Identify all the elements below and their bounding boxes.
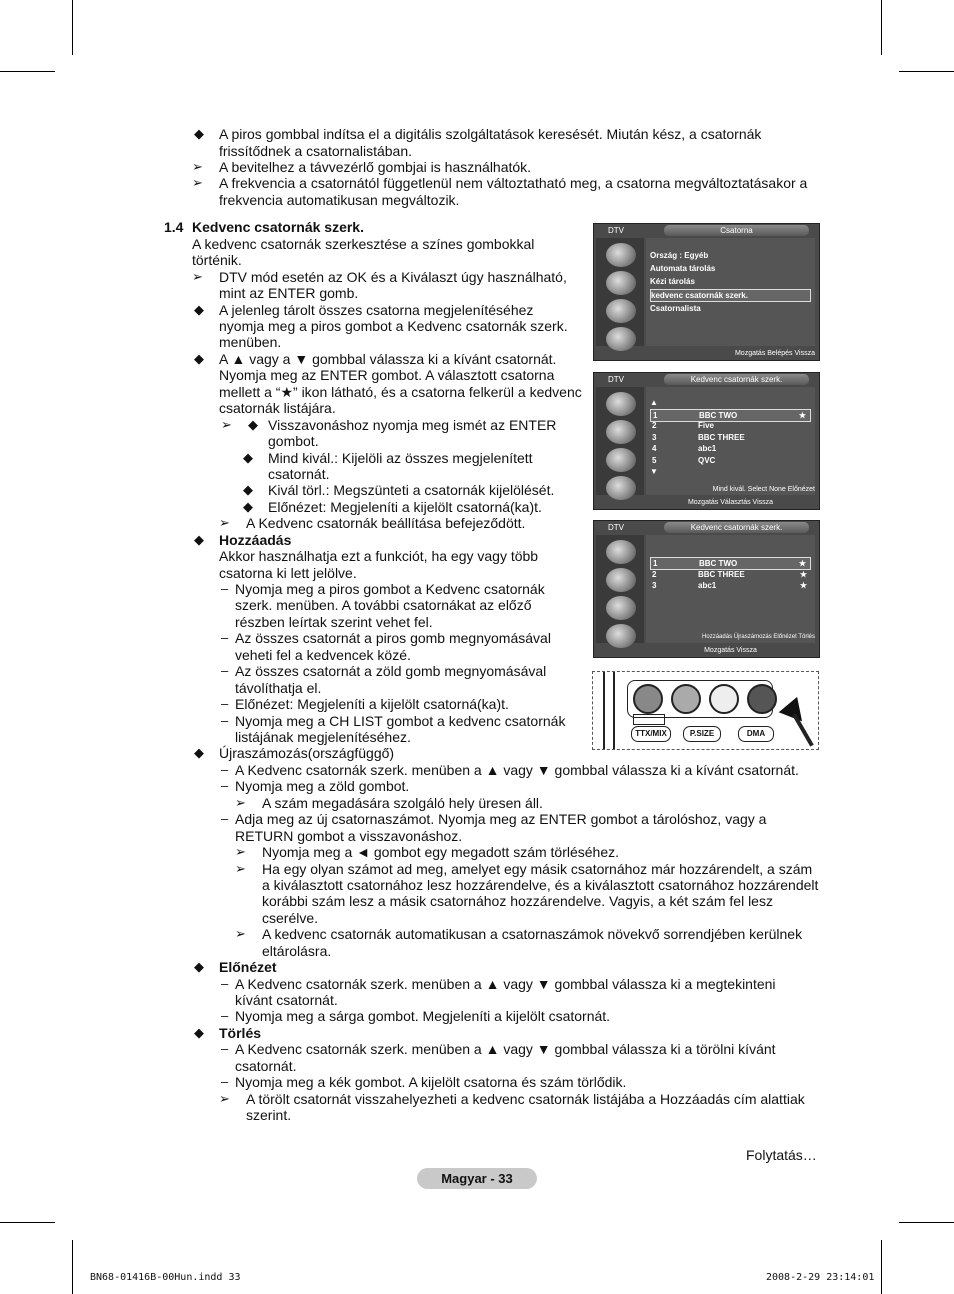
menu-buttons: Mind kivál. Select None Előnézet bbox=[712, 486, 815, 493]
body-line: listájának megjelenítéséhez. bbox=[235, 729, 411, 745]
body-line: korábbi szám lesz a másik csatornához hozzárendelve. Vagyis, a két szám fel lesz bbox=[262, 893, 773, 909]
body-line: Az összes csatornát a zöld gomb megnyomásával bbox=[235, 663, 547, 679]
body-line: Mind kivál.: Kijelöli az összes megjelenített bbox=[268, 450, 533, 466]
star-icon: ★ bbox=[798, 410, 806, 420]
print-info-right: 2008-2-29 23:14:01 bbox=[766, 1272, 875, 1283]
tv-menu-favourites-list bbox=[593, 520, 820, 658]
arrow-icon: ➢ bbox=[235, 926, 246, 941]
tv-menu-favourites bbox=[593, 372, 820, 510]
input-icon bbox=[606, 624, 636, 648]
channel-row[interactable] bbox=[650, 420, 811, 431]
body-line: Hozzáadás bbox=[219, 532, 292, 548]
dash-icon: – bbox=[221, 713, 229, 728]
dash-icon: – bbox=[221, 778, 229, 793]
menu-footer: Mozgatás Választás Vissza bbox=[687, 499, 774, 506]
star-icon: ★ bbox=[799, 581, 807, 590]
menu-footer: Mozgatás Vissza bbox=[704, 647, 757, 654]
arrow-icon: ➢ bbox=[235, 861, 246, 876]
channel-number: 3 bbox=[652, 581, 657, 590]
setup-icon bbox=[606, 448, 636, 472]
dtv-label: DTV bbox=[608, 523, 624, 532]
body-line: csatornát. bbox=[268, 466, 330, 482]
continued-label: Folytatás… bbox=[746, 1147, 817, 1163]
body-line: nyomja meg a piros gombot a Kedvenc csatornák szerk. bbox=[219, 318, 568, 334]
body-line: Újraszámozás(országfüggő) bbox=[219, 745, 395, 761]
body-line: csatornát. bbox=[235, 1058, 297, 1074]
channel-row[interactable] bbox=[650, 580, 811, 591]
page-number: Magyar - 33 bbox=[417, 1168, 537, 1189]
dash-icon: – bbox=[221, 630, 229, 645]
diamond-icon: ◆ bbox=[243, 482, 253, 497]
body-line: kívánt csatornát. bbox=[235, 992, 338, 1008]
crop-mark bbox=[0, 1222, 55, 1223]
body-line: A jelenleg tárolt összes csatorna megjelenítéséhez bbox=[219, 302, 534, 318]
dash-icon: – bbox=[221, 581, 229, 596]
section-title: Kedvenc csatornák szerk. bbox=[192, 219, 364, 235]
dash-icon: – bbox=[221, 663, 229, 678]
sound-icon bbox=[606, 271, 636, 295]
arrow-icon: ➢ bbox=[221, 417, 232, 432]
body-line: A Kedvenc csatornák szerk. menüben a ▲ vagy ▼ gombbal válassza ki a megtekinteni bbox=[235, 976, 776, 992]
body-line: A szám megadására szolgáló hely üresen áll. bbox=[262, 795, 543, 811]
body-line: Ha egy olyan számot ad meg, amelyet egy másik csatornához már hozzárendelt, a szám bbox=[262, 861, 813, 877]
channel-number: 1 bbox=[653, 559, 658, 568]
arrow-icon: ➢ bbox=[192, 269, 203, 284]
ttx-mix-button[interactable]: TTX/MIX bbox=[631, 726, 671, 742]
crop-mark bbox=[0, 71, 55, 72]
diamond-icon: ◆ bbox=[194, 351, 204, 366]
teletext-icon bbox=[633, 714, 665, 725]
channel-number: 3 bbox=[652, 432, 657, 442]
channel-number: 1 bbox=[653, 410, 658, 420]
diamond-icon: ◆ bbox=[194, 532, 204, 547]
body-line: részben leírtak szerint vehet fel. bbox=[235, 614, 433, 630]
body-line: Adja meg az új csatornaszámot. Nyomja meg az ENTER gombot a tárolóshoz, vagy a bbox=[235, 811, 767, 827]
channel-name: BBC TWO bbox=[699, 559, 738, 568]
channel-row[interactable] bbox=[650, 443, 811, 454]
print-info-left: BN68-01416B-00Hun.indd 33 bbox=[90, 1272, 241, 1283]
diamond-icon: ◆ bbox=[194, 302, 204, 317]
blue-button[interactable] bbox=[747, 684, 777, 714]
channel-number: 2 bbox=[652, 569, 657, 579]
body-line: Előnézet: Megjeleníti a kijelölt csatorná(ka)t. bbox=[268, 499, 542, 515]
body-line: A Kedvenc csatornák szerk. menüben a ▲ vagy ▼ gombbal válassza ki a törölni kívánt bbox=[235, 1041, 776, 1057]
channel-name: BBC THREE bbox=[698, 432, 745, 442]
body-line: eltárolásra. bbox=[262, 943, 332, 959]
arrow-icon: ➢ bbox=[219, 1091, 230, 1106]
body-line: gombot. bbox=[268, 433, 319, 449]
intro-line: frekvencia automatikusan megváltozik. bbox=[219, 192, 460, 208]
section-desc: történik. bbox=[192, 252, 242, 268]
dash-icon: – bbox=[221, 1074, 229, 1089]
menu-footer: Mozgatás Belépés Vissza bbox=[734, 350, 815, 357]
body-line: távolíthatja el. bbox=[235, 680, 322, 696]
channel-name: Five bbox=[698, 421, 715, 430]
channel-name: abc1 bbox=[698, 581, 717, 590]
arrow-icon: ➢ bbox=[192, 175, 203, 190]
crop-mark bbox=[72, 0, 73, 55]
body-line: mellett a “★” ikon látható, és a csatorna felkerül a kedvenc bbox=[219, 384, 582, 400]
section-desc: A kedvenc csatornák szerkesztése a színes gombokkal bbox=[192, 236, 535, 252]
diamond-icon: ◆ bbox=[194, 126, 204, 141]
diamond-icon: ◆ bbox=[194, 959, 204, 974]
crop-mark bbox=[899, 1222, 954, 1223]
crop-mark bbox=[899, 71, 954, 72]
channel-number: 5 bbox=[652, 455, 657, 465]
body-line: csatornák listájára. bbox=[219, 400, 336, 416]
body-line: A kedvenc csatornák automatikusan a csatornaszámok növekvő sorrendjében kerülnek bbox=[262, 926, 803, 942]
body-line: szerk. menüben. A további csatornákat az előző bbox=[235, 597, 532, 613]
arrow-icon: ➢ bbox=[192, 159, 203, 174]
yellow-button[interactable] bbox=[709, 684, 739, 714]
star-icon: ★ bbox=[798, 559, 806, 568]
picture-icon bbox=[606, 243, 636, 267]
dash-icon: – bbox=[221, 696, 229, 711]
intro-line: frissítődnek a csatornalistában. bbox=[219, 143, 412, 159]
body-line: mint az ENTER gomb. bbox=[219, 285, 359, 301]
remote-illustration bbox=[592, 671, 819, 750]
channel-name: BBC TWO bbox=[699, 410, 738, 420]
dash-icon: – bbox=[221, 1041, 229, 1056]
section-number: 1.4 bbox=[164, 219, 184, 235]
channel-number: 2 bbox=[652, 421, 657, 430]
crop-mark bbox=[881, 0, 882, 55]
channel-row[interactable] bbox=[650, 455, 811, 466]
body-line: Az összes csatornát a piros gomb megnyomásával bbox=[235, 630, 551, 646]
green-button[interactable] bbox=[671, 684, 701, 714]
body-line: Visszavonáshoz nyomja meg ismét az ENTER bbox=[268, 417, 557, 433]
body-line: Kivál törl.: Megszünteti a csatornák kijelölését. bbox=[268, 482, 555, 498]
body-line: A Kedvenc csatornák szerk. menüben a ▲ vagy ▼ gombbal válassza ki a kívánt csatornát. bbox=[235, 762, 799, 778]
star-icon: ★ bbox=[799, 569, 807, 579]
menu-item[interactable]: kedvenc csatornák szerk. bbox=[650, 289, 811, 302]
dash-icon: – bbox=[221, 762, 229, 777]
body-line: Nyomja meg a piros gombot a Kedvenc csatornák bbox=[235, 581, 545, 597]
menu-item[interactable]: Automata tárolás bbox=[650, 264, 716, 273]
up-arrow-icon: ▲ bbox=[650, 398, 658, 407]
body-line: veheti fel a kedvencek közé. bbox=[235, 647, 411, 663]
intro-line: A frekvencia a csatornától függetlenül nem változtatható meg, a csatorna megváltoztatásakor a bbox=[219, 175, 808, 191]
body-line: menüben. bbox=[219, 334, 282, 350]
diamond-icon: ◆ bbox=[243, 450, 253, 465]
menu-title: Kedvenc csatornák szerk. bbox=[664, 522, 809, 533]
dash-icon: – bbox=[221, 811, 229, 826]
body-line: a kiválasztott csatornához lesz hozzárendelve, és a kiválasztott csatornához hozzárendelt bbox=[262, 877, 819, 893]
menu-buttons: Hozzáadás Újraszámozás Előnézet Törlés bbox=[702, 634, 815, 640]
menu-item[interactable]: Ország : Egyéb bbox=[650, 251, 709, 260]
body-line: szerint. bbox=[246, 1107, 292, 1123]
channel-number: 4 bbox=[652, 444, 657, 453]
channel-name: QVC bbox=[698, 455, 716, 465]
arrow-icon: ➢ bbox=[235, 795, 246, 810]
setup-icon bbox=[606, 596, 636, 620]
dtv-label: DTV bbox=[608, 375, 624, 384]
menu-item[interactable]: Kézi tárolás bbox=[650, 277, 695, 286]
sound-icon bbox=[606, 420, 636, 444]
body-line: Nyomja meg a ◄ gombot egy megadott szám törléséhez. bbox=[262, 844, 620, 860]
intro-line: A bevitelhez a távvezérlő gombjai is használhatók. bbox=[219, 159, 532, 175]
body-line: Nyomja meg a sárga gombot. Megjeleníti a kijelölt csatornát. bbox=[235, 1008, 611, 1024]
crop-mark bbox=[72, 1240, 73, 1294]
setup-icon bbox=[606, 299, 636, 323]
body-line: RETURN gombot a visszavonáshoz. bbox=[235, 828, 463, 844]
crop-mark bbox=[881, 1240, 882, 1294]
body-line: csatorna ki lett jelölve. bbox=[219, 565, 357, 581]
dash-icon: – bbox=[221, 1008, 229, 1023]
body-line: Előnézet: Megjeleníti a kijelölt csatorná(ka)t. bbox=[235, 696, 509, 712]
input-icon bbox=[606, 327, 636, 351]
dtv-label: DTV bbox=[608, 226, 624, 235]
body-line: Akkor használhatja ezt a funkciót, ha egy vagy több bbox=[219, 548, 539, 564]
body-line: Nyomja meg az ENTER gombot. A választott csatorna bbox=[219, 367, 555, 383]
body-line: A ▲ vagy a ▼ gombbal válassza ki a kívánt csatornát. bbox=[219, 351, 557, 367]
menu-title: Kedvenc csatornák szerk. bbox=[664, 374, 809, 385]
sound-icon bbox=[606, 568, 636, 592]
dash-icon: – bbox=[221, 976, 229, 991]
dma-button[interactable]: DMA bbox=[738, 726, 774, 742]
diamond-icon: ◆ bbox=[194, 745, 204, 760]
body-line: A Kedvenc csatornák beállítása befejeződött. bbox=[246, 515, 526, 531]
diamond-icon: ◆ bbox=[243, 499, 253, 514]
arrow-icon: ➢ bbox=[235, 844, 246, 859]
body-line: Nyomja meg a kék gombot. A kijelölt csatorna és szám törlődik. bbox=[235, 1074, 627, 1090]
body-line: Törlés bbox=[219, 1025, 262, 1041]
body-line: A törölt csatornát visszahelyezheti a kedvenc csatornák listájába a Hozzáadás cím alattiak bbox=[246, 1091, 805, 1107]
arrow-icon: ➢ bbox=[219, 515, 230, 530]
picture-icon bbox=[606, 392, 636, 416]
body-line: Nyomja meg a zöld gombot. bbox=[235, 778, 410, 794]
body-line: Nyomja meg a CH LIST gombot a kedvenc csatornák bbox=[235, 713, 566, 729]
body-line: DTV mód esetén az OK és a Kiválaszt úgy használható, bbox=[219, 269, 567, 285]
channel-row[interactable] bbox=[650, 569, 811, 580]
body-line: cserélve. bbox=[262, 910, 319, 926]
channel-name: abc1 bbox=[698, 444, 717, 453]
down-arrow-icon: ▼ bbox=[650, 467, 658, 476]
menu-item[interactable]: Csatornalista bbox=[650, 304, 701, 313]
red-button[interactable] bbox=[633, 684, 663, 714]
picture-icon bbox=[606, 540, 636, 564]
diamond-icon: ◆ bbox=[248, 417, 258, 432]
menu-title: Csatorna bbox=[664, 225, 809, 236]
tv-menu-channel bbox=[593, 223, 820, 361]
diamond-icon: ◆ bbox=[194, 1025, 204, 1040]
p-size-button[interactable]: P.SIZE bbox=[683, 726, 721, 742]
channel-name: BBC THREE bbox=[698, 569, 745, 579]
body-line: Előnézet bbox=[219, 959, 277, 975]
intro-line: A piros gombbal indítsa el a digitális szolgáltatások keresését. Miután kész, a csatornák bbox=[219, 126, 762, 142]
channel-row[interactable] bbox=[650, 432, 811, 443]
input-icon bbox=[606, 476, 636, 500]
